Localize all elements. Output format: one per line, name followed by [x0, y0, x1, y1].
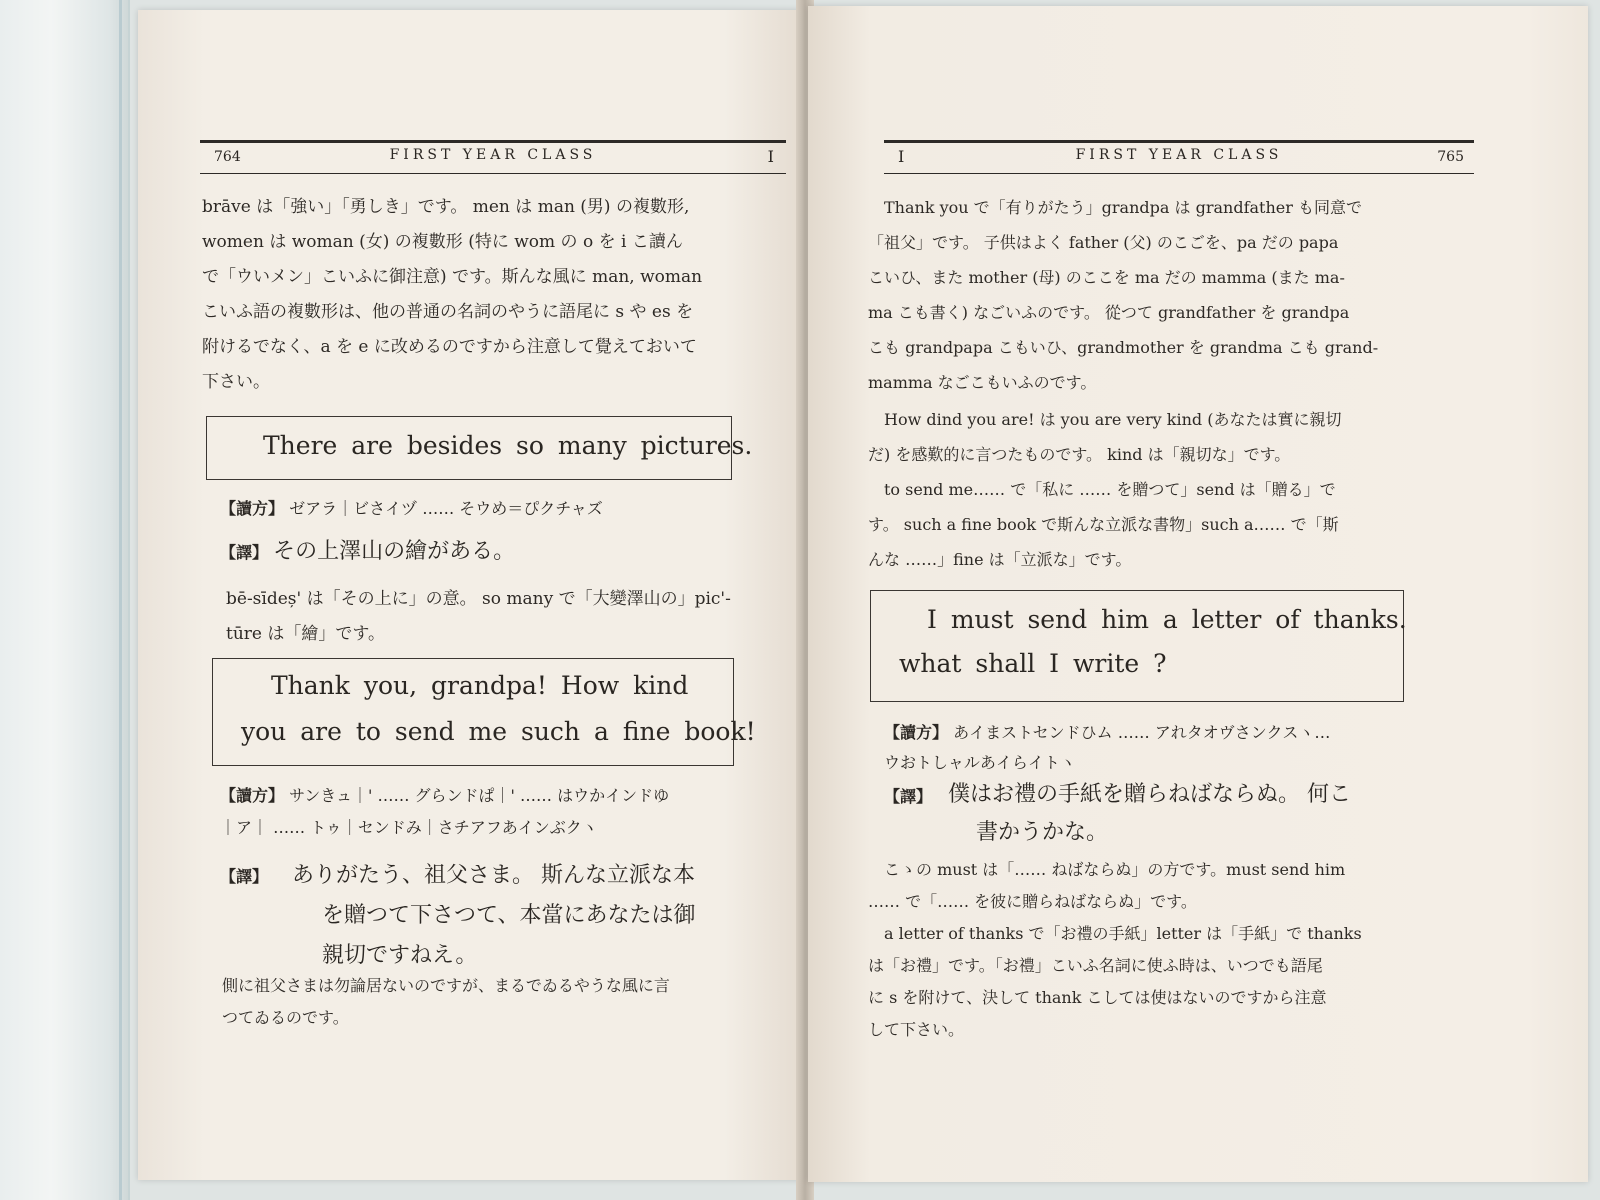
- text-line: こも grandpapa こもいひ、grandmother を grandma こも grand-: [868, 338, 1379, 357]
- text-line: 下さい。: [202, 372, 270, 392]
- translation-tag: 【譯】: [220, 543, 269, 562]
- text-line: んな ……」fine は「立派な」です。: [868, 550, 1132, 569]
- text-line: に s を附けて、決して thank こしては使はないのですから注意: [868, 988, 1327, 1007]
- translation-1: [220, 534, 515, 565]
- text-line: brāve は「強い」「勇しき」です。 men は man (男) の複數形,: [202, 197, 690, 217]
- left-note-2: [222, 970, 802, 1034]
- left-running-title: FIRST YEAR CLASS: [389, 147, 597, 163]
- reading-text: あイまストセンドひム …… アれタオヴさンクスヽ…: [953, 723, 1331, 742]
- example-sentence: There are besides so many pictures.: [263, 431, 753, 460]
- text-line: して下さい。: [868, 1020, 965, 1039]
- example-sentence-line: Thank you, grandpa! How kind: [271, 671, 689, 700]
- text-line: ma こも書く) なごいふのです。 從つて grandfather を grandpa: [868, 303, 1350, 322]
- right-mid-paragraph: [868, 402, 1468, 577]
- text-line: tūre は「繪」です。: [226, 624, 386, 644]
- right-page-number: 765: [1437, 149, 1464, 165]
- text-line: a letter of thanks で「お禮の手紙」letter は「手紙」で thanks: [884, 924, 1362, 943]
- right-page-header: [884, 140, 1474, 174]
- reading-text: サンきュ｜' …… グらンドぱ｜' …… はウかインドゆ: [289, 786, 670, 805]
- text-line: 側に祖父さまは勿論居ないのですが、まるでゐるやうな風に言: [222, 976, 670, 995]
- translation-line: 僕はお禮の手紙を贈らねばならぬ。 何こ: [948, 782, 1351, 807]
- right-header-mark: I: [898, 147, 905, 166]
- translation-tag: 【譯】: [220, 867, 269, 886]
- text-line: bē-sīdeș' は「その上に」の意。 so many で「大變澤山の」pic'-: [226, 589, 731, 609]
- example-sentence-box-1: [206, 416, 753, 480]
- reading-guide-1: [220, 496, 603, 519]
- right-page: [808, 6, 1588, 1182]
- right-note-paragraph: [868, 854, 1468, 1046]
- text-line: は「お禮」です。「お禮」こいふ名詞に使ふ時は、いつでも語尾: [868, 956, 1323, 975]
- example-sentence-line: what shall I write ?: [899, 649, 1167, 678]
- cover-spine-line: [119, 0, 122, 1200]
- text-line: 附けるでなく、a を e に改めるのですから注意して覺えておいて: [202, 337, 697, 357]
- example-sentence-box-3: [870, 590, 1407, 702]
- left-page-number: 764: [214, 149, 241, 165]
- text-line: women は woman (女) の複數形 (特に wom の o を i こ讀ん: [202, 232, 683, 252]
- reading-text: ゼアラ｜ビさイヅ …… そウめ＝ぴクチャズ: [289, 499, 603, 518]
- text-line: こゝの must は「…… ねばならぬ」の方です。must send him: [884, 860, 1346, 879]
- translation-line: 書かうかな。: [976, 820, 1109, 845]
- reading-guide-3: [884, 718, 1330, 778]
- book-cover-edge: [0, 0, 130, 1200]
- text-line: こいふ語の複數形は、他の普通の名詞のやうに語尾に s や es を: [202, 302, 694, 322]
- reading-text: ｜ア｜ …… トゥ｜センドみ｜さチアフあインぶクヽ: [220, 818, 598, 837]
- left-intro-paragraph: [202, 190, 802, 400]
- example-sentence-box-2: [212, 658, 756, 766]
- translation-text: その上澤山の繪がある。: [273, 539, 516, 564]
- text-line: で「ウいメン」こいふに御注意) です。斯んな風に man, woman: [202, 267, 703, 287]
- translation-tag: 【譯】: [884, 787, 933, 806]
- text-line: …… で「…… を彼に贈らねばならぬ」です。: [868, 892, 1197, 911]
- text-line: 「祖父」です。 子供はよく father (父) のこごを、pa だの papa: [868, 233, 1339, 252]
- left-page: [138, 10, 804, 1180]
- left-note-1: [226, 582, 806, 652]
- text-line: to send me…… で「私に …… を贈つて」send は「贈る」で: [884, 480, 1336, 499]
- translation-line: ありがたう、祖父さま。 斯んな立派な本: [292, 863, 695, 888]
- right-running-title: FIRST YEAR CLASS: [1075, 147, 1283, 163]
- text-line: mamma なごこもいふのです。: [868, 373, 1097, 392]
- text-line: Thank you で「有りがたう」grandpa は grandfather も同意で: [884, 198, 1362, 217]
- reading-guide-2: [220, 780, 669, 844]
- reading-text: ウおトしャルあイらイトヽ: [884, 753, 1076, 772]
- reading-tag: 【讀方】: [884, 723, 949, 742]
- example-sentence-line: you are to send me such a fine book!: [241, 717, 756, 746]
- text-line: つてゐるのです。: [222, 1008, 349, 1027]
- right-intro-paragraph: [868, 190, 1468, 400]
- text-line: す。 such a fine book で斯んな立派な書物」such a…… で「斯: [868, 515, 1339, 534]
- text-line: How dind you are! は you are very kind (あなたは實に親切: [884, 410, 1342, 429]
- translation-line: 親切ですねえ。: [322, 943, 478, 968]
- reading-tag: 【讀方】: [220, 499, 285, 518]
- text-line: こいひ、また mother (母) のここを ma だの mamma (また ma-: [868, 268, 1345, 287]
- left-header-mark: I: [767, 147, 774, 166]
- text-line: だ) を感歎的に言つたものです。 kind は「親切な」です。: [868, 445, 1291, 464]
- example-sentence-line: I must send him a letter of thanks.: [927, 605, 1407, 634]
- reading-tag: 【讀方】: [220, 786, 285, 805]
- left-page-header: [200, 140, 786, 174]
- translation-line: を贈つて下さつて、本當にあなたは御: [322, 903, 696, 928]
